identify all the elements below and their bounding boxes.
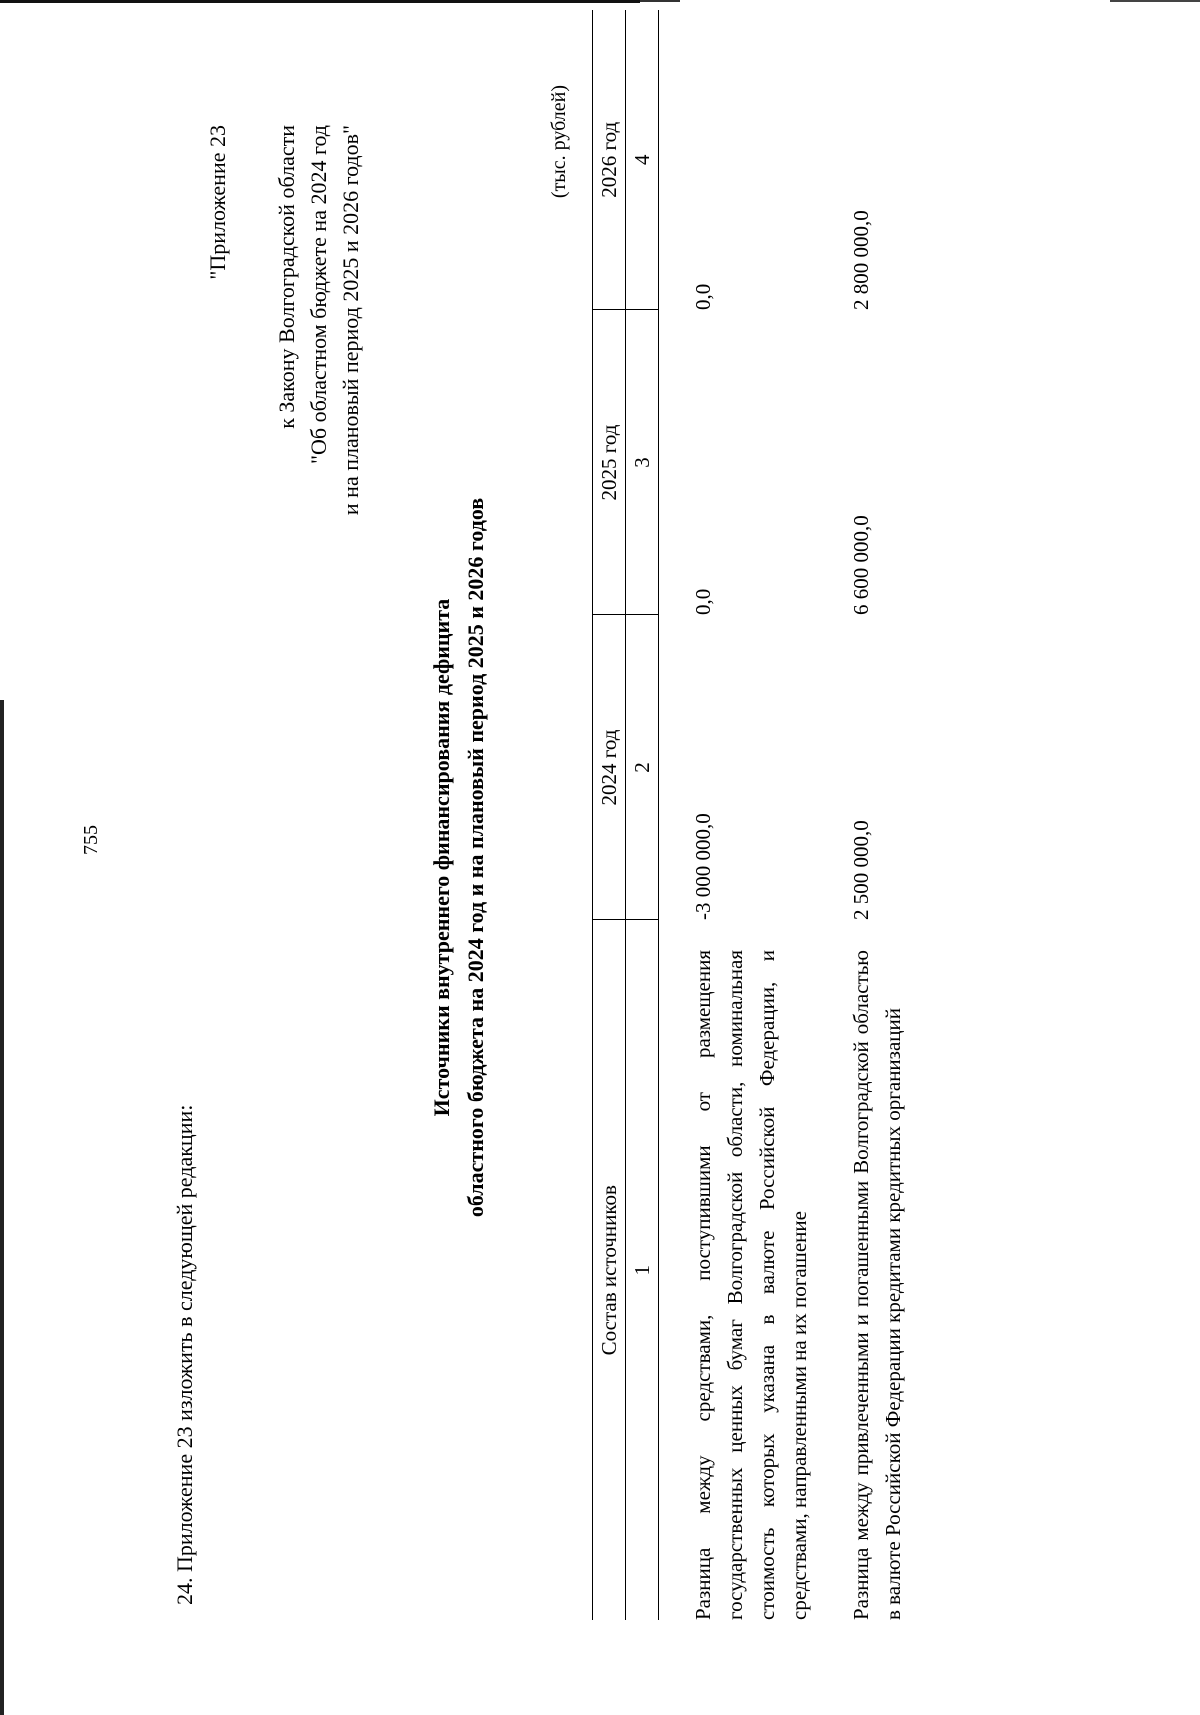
document-title-line: Источники внутреннего финансирования дефицита bbox=[429, 598, 454, 1117]
table-row bbox=[659, 10, 816, 1620]
value-2024: -3 000 000,0 bbox=[691, 813, 715, 920]
table-header-row bbox=[593, 10, 626, 1620]
column-number: 2 bbox=[626, 615, 659, 920]
column-number: 4 bbox=[626, 10, 659, 310]
value-2026: 0,0 bbox=[691, 283, 715, 310]
page-number: 755 bbox=[80, 825, 102, 855]
appendix-header bbox=[205, 125, 367, 515]
appendix-law-line: к Закону Волгоградской области bbox=[274, 125, 299, 429]
column-number: 3 bbox=[626, 310, 659, 615]
appendix-title: "Приложение 23 bbox=[205, 125, 230, 280]
value-2026: 2 800 000,0 bbox=[849, 210, 873, 310]
column-number-row bbox=[626, 10, 659, 1620]
source-description: Разница между средствами, поступившими от размещения государственных ценных бумаг Волгоградской области, номинальная стоимость которых указана в валюте Российской Федерации, и средствами, направленными на их погашение bbox=[691, 950, 811, 1620]
document-title bbox=[425, 0, 493, 1715]
appendix-law-line: "Об областном бюджете на 2024 год bbox=[306, 125, 331, 464]
column-number: 1 bbox=[626, 920, 659, 1620]
value-2025: 0,0 bbox=[691, 588, 715, 615]
column-header: 2024 год bbox=[593, 615, 626, 920]
column-header: Состав источников bbox=[593, 920, 626, 1620]
value-2025: 6 600 000,0 bbox=[849, 515, 873, 615]
source-description: Разница между привлеченными и погашенными Волгоградской областью в валюте Российской Федерации кредитами кредитных организаций bbox=[849, 950, 905, 1620]
table-row bbox=[815, 10, 909, 1620]
financing-sources-table bbox=[592, 10, 909, 1620]
appendix-law-line: и на плановый период 2025 и 2026 годов" bbox=[338, 125, 363, 516]
column-header: 2026 год bbox=[593, 10, 626, 310]
intro-text: 24. Приложение 23 изложить в следующей редакции: bbox=[172, 1104, 197, 1605]
column-header: 2025 год bbox=[593, 310, 626, 615]
document-title-line: областного бюджета на 2024 год и на плановый период 2025 и 2026 годов bbox=[463, 497, 488, 1218]
units-label: (тыс. рублей) bbox=[548, 85, 570, 199]
value-2024: 2 500 000,0 bbox=[849, 820, 873, 920]
